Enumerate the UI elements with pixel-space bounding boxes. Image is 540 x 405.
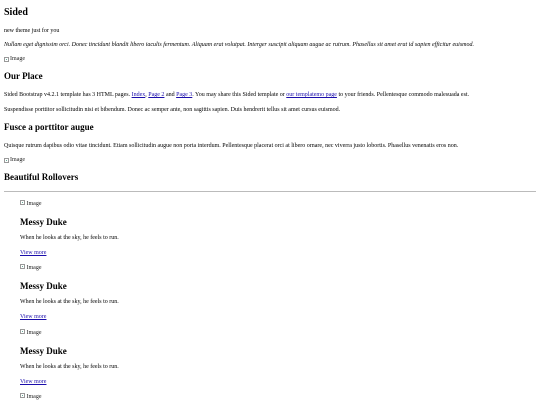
paragraph-text: Sided Bootstrap v4.2.1 template has 3 HTML pages. bbox=[4, 92, 132, 98]
broken-image-icon bbox=[20, 329, 25, 334]
rollover-card[interactable] bbox=[20, 200, 119, 258]
image-alt-text: Image bbox=[26, 201, 42, 207]
broken-image bbox=[20, 264, 119, 273]
our-place-paragraph bbox=[4, 92, 469, 100]
card-title: Messy Duke bbox=[20, 280, 67, 291]
broken-image-icon bbox=[20, 393, 25, 398]
paragraph-text: and bbox=[164, 92, 177, 98]
broken-image-icon bbox=[20, 200, 25, 205]
intro-text: Nullam eget dignissim orci. Donec tincidunt blandit libero iaculis fermentum. Aliquam erat volutpat. Interger suscipit aliquam augue ac rutrum. Phasellus sit amet erat id sapien efficitur euismod. bbox=[4, 42, 475, 48]
site-title: Sided bbox=[4, 7, 28, 18]
card-title: Messy Duke bbox=[20, 345, 67, 356]
broken-image bbox=[4, 157, 25, 165]
page-2-link[interactable]: Page 2 bbox=[148, 92, 165, 98]
rollover-card[interactable] bbox=[20, 329, 119, 387]
section-heading-fusce: Fusce a porttitor augue bbox=[4, 122, 94, 132]
our-place-paragraph-2: Suspendisse porttitor sollicitudin nisi et bibendum. Donec ac semper ante, non sagittis sapien. Duis hendrerit tellus sit amet cursus euismod. bbox=[4, 107, 341, 113]
image-alt-text: Image bbox=[10, 56, 25, 62]
templatemo-link[interactable]: our templatemo page bbox=[286, 92, 337, 98]
broken-image-icon bbox=[20, 264, 25, 269]
broken-image bbox=[4, 56, 25, 64]
view-more-link[interactable]: View more bbox=[20, 379, 47, 386]
page-3-link[interactable]: Page 3 bbox=[176, 92, 193, 98]
card-text: When he looks at the sky, he feels to run. bbox=[20, 235, 119, 242]
broken-image-icon bbox=[4, 158, 9, 163]
fusce-paragraph: Quisque rutrum dapibus odio vitae tincidunt. Etiam sollicitudin augue non porta interdum. Pellentesque placerat orci at libero ornare, nec viverra justo lobortis. Phasellus venenatis eros non. bbox=[4, 143, 459, 149]
image-alt-text: Image bbox=[10, 157, 25, 163]
view-more-link[interactable]: View more bbox=[20, 250, 47, 257]
image-alt-text: Image bbox=[26, 394, 42, 400]
image-alt-text: Image bbox=[26, 265, 42, 271]
broken-image bbox=[20, 200, 119, 209]
section-heading-our-place: Our Place bbox=[4, 71, 43, 81]
view-more-link[interactable]: View more bbox=[20, 314, 47, 321]
paragraph-text: . You may share this Sided template or bbox=[192, 92, 287, 98]
rollover-card-partial[interactable] bbox=[20, 393, 42, 402]
index-link[interactable]: Index bbox=[131, 92, 146, 98]
broken-image bbox=[20, 393, 42, 402]
card-title: Messy Duke bbox=[20, 216, 67, 227]
paragraph-text: , bbox=[145, 92, 149, 98]
broken-image-icon bbox=[4, 57, 9, 62]
site-tagline: new theme just for you bbox=[4, 28, 60, 34]
card-text: When he looks at the sky, he feels to run. bbox=[20, 364, 119, 371]
paragraph-text: to your friends. Pellentesque commodo malesuada est. bbox=[336, 92, 470, 98]
section-heading-rollovers: Beautiful Rollovers bbox=[4, 172, 79, 182]
image-alt-text: Image bbox=[26, 330, 42, 336]
card-text: When he looks at the sky, he feels to run. bbox=[20, 299, 119, 306]
divider bbox=[4, 191, 536, 192]
rollover-card[interactable] bbox=[20, 264, 119, 322]
broken-image bbox=[20, 329, 119, 338]
